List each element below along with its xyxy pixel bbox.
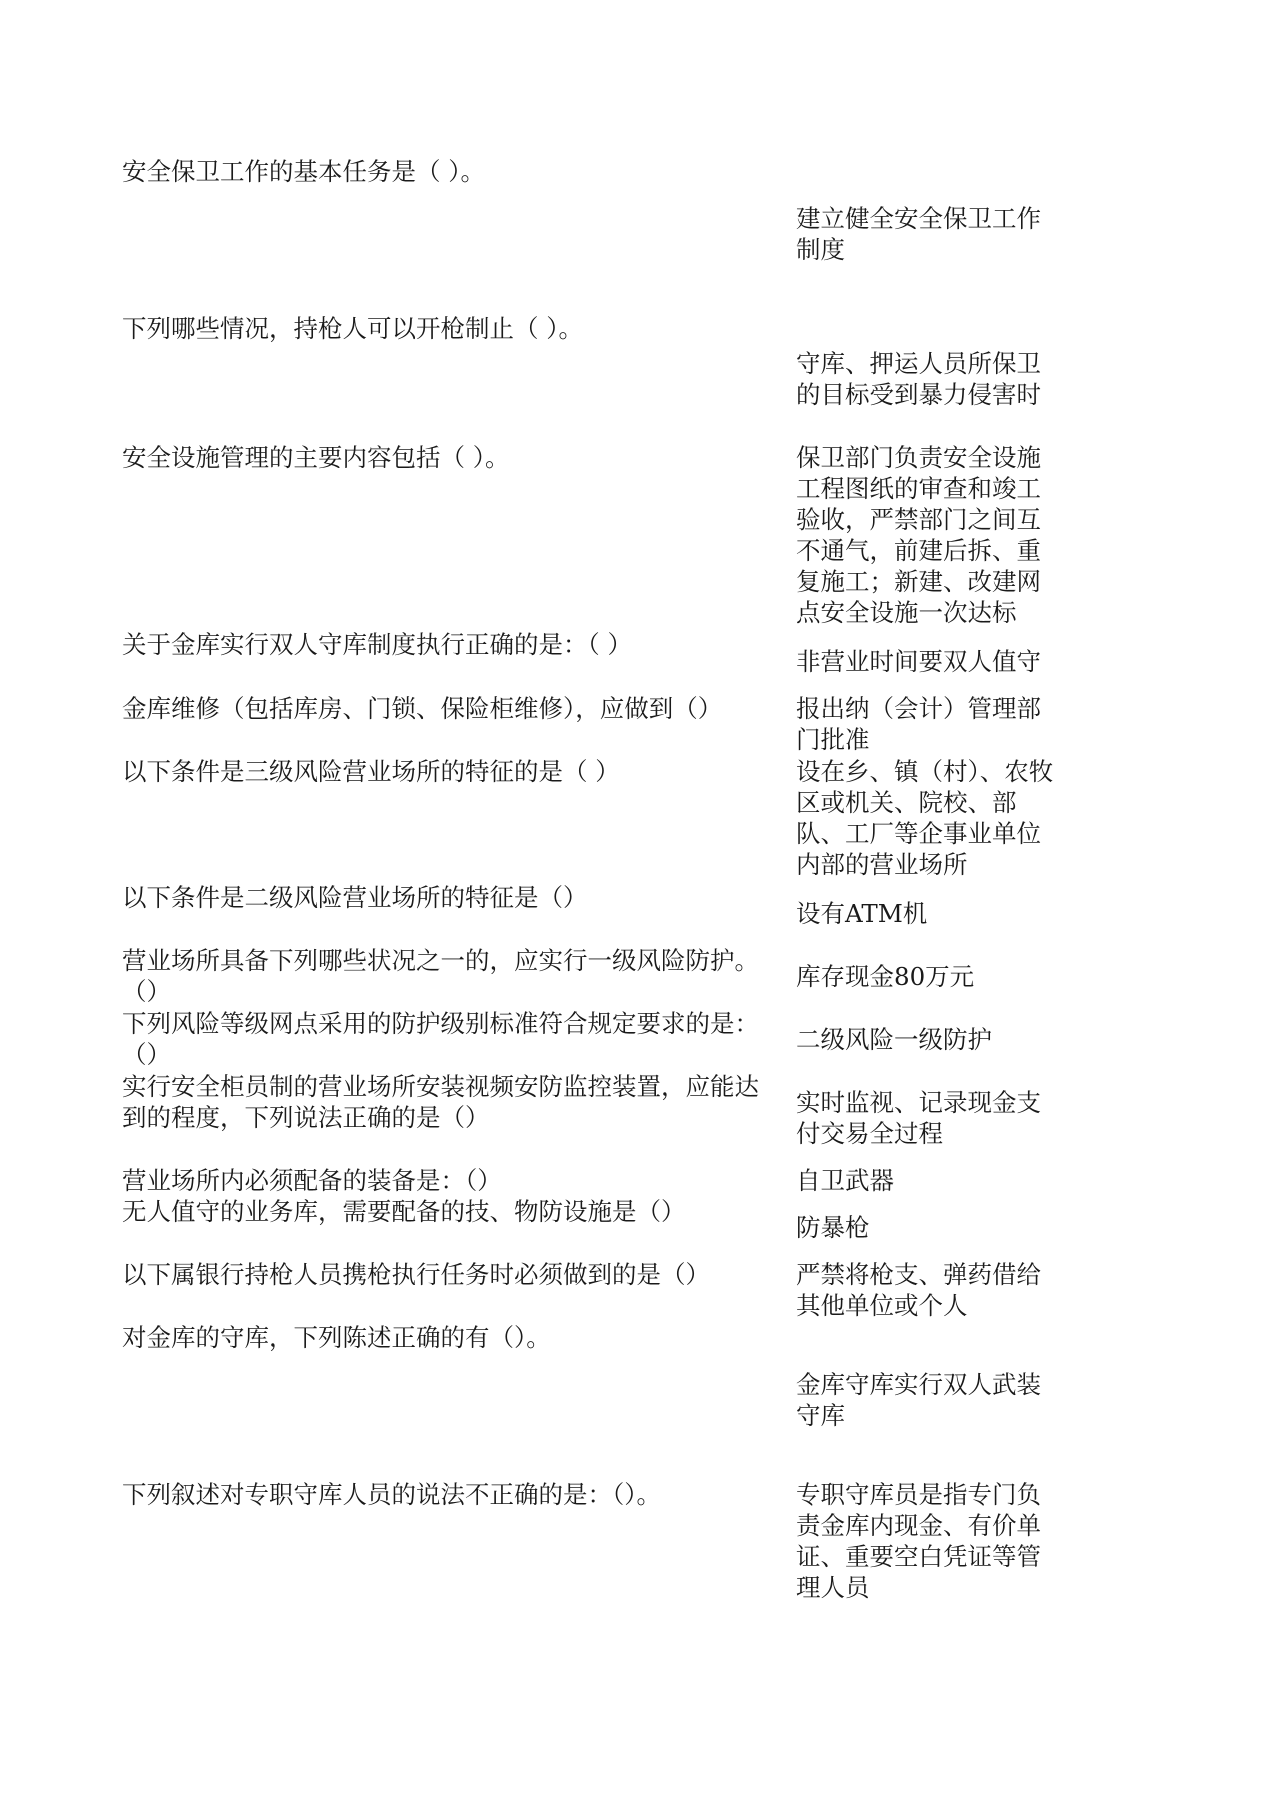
answer-1: 建立健全安全保卫工作制度 xyxy=(796,204,1041,264)
answer-12: 防暴枪 xyxy=(796,1213,870,1242)
question-1: 安全保卫工作的基本任务是（ ）。 xyxy=(122,157,486,186)
question-11: 营业场所内必须配备的装备是：（） xyxy=(122,1166,502,1195)
question-3: 安全设施管理的主要内容包括（ ）。 xyxy=(122,443,510,472)
answer-4: 非营业时间要双人值守 xyxy=(796,647,1041,676)
answer-13: 严禁将枪支、弹药借给其他单位或个人 xyxy=(796,1260,1041,1320)
question-8: 营业场所具备下列哪些状况之一的，应实行一级风险防护。（） xyxy=(122,946,759,1006)
answer-14: 金库守库实行双人武装守库 xyxy=(796,1370,1041,1430)
answer-7: 设有ATM机 xyxy=(796,899,928,928)
question-7: 以下条件是二级风险营业场所的特征是（） xyxy=(122,883,588,912)
question-9: 下列风险等级网点采用的防护级别标准符合规定要求的是：（） xyxy=(122,1009,759,1069)
answer-11: 自卫武器 xyxy=(796,1166,894,1195)
question-15: 下列叙述对专职守库人员的说法不正确的是：（）。 xyxy=(122,1480,661,1509)
answer-9: 二级风险一级防护 xyxy=(796,1025,992,1054)
question-4: 关于金库实行双人守库制度执行正确的是：（ ） xyxy=(122,630,633,659)
question-6: 以下条件是三级风险营业场所的特征的是（ ） xyxy=(122,757,620,786)
question-10: 实行安全柜员制的营业场所安装视频安防监控装置，应能达到的程度，下列说法正确的是（） xyxy=(122,1072,759,1132)
answer-2: 守库、押运人员所保卫的目标受到暴力侵害时 xyxy=(796,349,1041,409)
answer-15: 专职守库员是指专门负责金库内现金、有价单证、重要空白凭证等管理人员 xyxy=(796,1480,1041,1602)
question-5: 金库维修（包括库房、门锁、保险柜维修），应做到（） xyxy=(122,694,723,723)
answer-8: 库存现金80万元 xyxy=(796,962,975,991)
answer-3: 保卫部门负责安全设施工程图纸的审查和竣工验收，严禁部门之间互不通气，前建后拆、重复施工；新建、改建网点安全设施一次达标 xyxy=(796,443,1041,627)
answer-6: 设在乡、镇（村）、农牧区或机关、院校、部队、工厂等企事业单位内部的营业场所 xyxy=(796,757,1054,879)
question-12: 无人值守的业务库，需要配备的技、物防设施是（） xyxy=(122,1197,686,1226)
question-14: 对金库的守库，下列陈述正确的有（）。 xyxy=(122,1323,551,1352)
question-2: 下列哪些情况，持枪人可以开枪制止（ ）。 xyxy=(122,314,584,343)
answer-10: 实时监视、记录现金支付交易全过程 xyxy=(796,1088,1041,1148)
question-13: 以下属银行持枪人员携枪执行任务时必须做到的是（） xyxy=(122,1260,710,1289)
answer-5: 报出纳（会计）管理部门批准 xyxy=(796,694,1041,754)
